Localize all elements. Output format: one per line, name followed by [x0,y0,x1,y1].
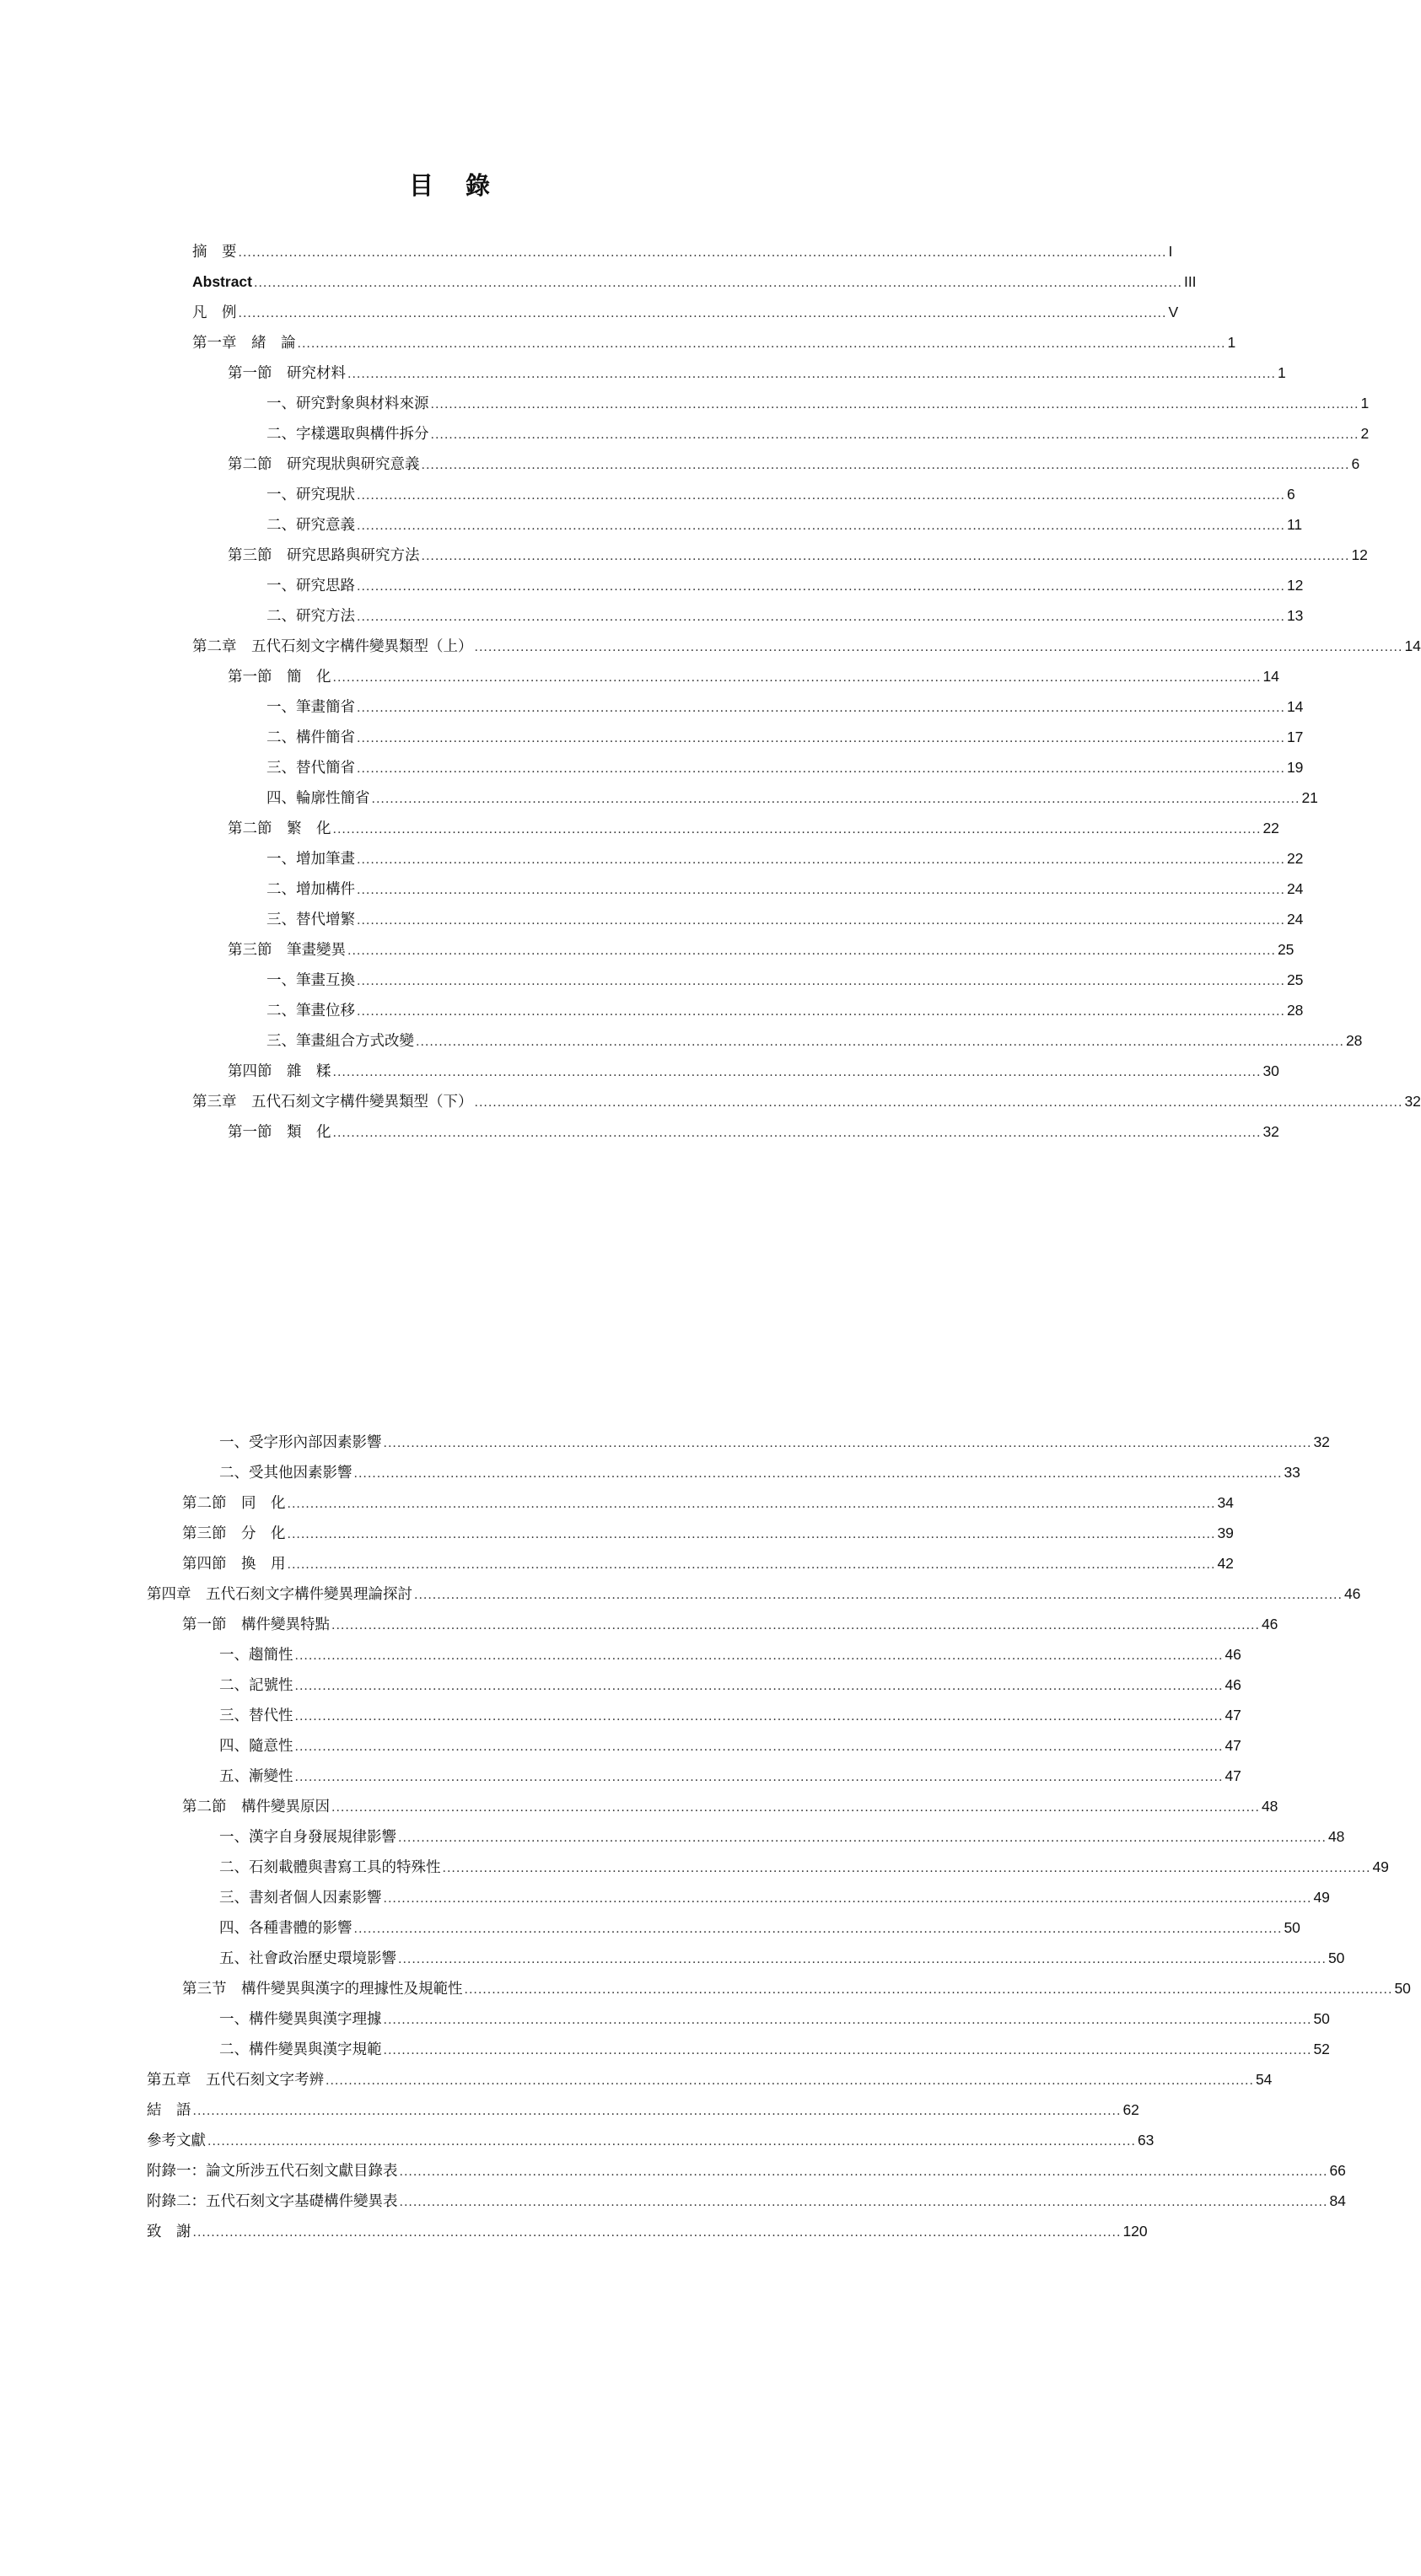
toc-entry-label: 凡 例 [192,304,237,321]
toc-entry-label: 三、替代簡省 [266,760,355,777]
toc-entry-label: 三、替代增繁 [266,912,355,928]
dot-leader: .......................................................................................................................................................................................................... [192,2105,1122,2118]
toc-entry[interactable] [266,729,1304,746]
dot-leader: .......................................................................................................................................................................................................... [421,459,1350,472]
toc-entry[interactable] [266,577,1304,594]
toc-entry[interactable] [147,2162,1346,2180]
dot-leader: .......................................................................................................................................................................................................... [398,1953,1327,1966]
toc-entry[interactable] [182,1494,1234,1512]
dot-leader: .......................................................................................................................................................................................................... [294,1771,1224,1784]
toc-entry[interactable] [266,911,1304,928]
toc-entry-page: 47 [1225,1707,1241,1724]
dot-leader: .......................................................................................................................................................................................................... [347,368,1276,381]
toc-entry-page: 62 [1122,2101,1139,2118]
toc-entry[interactable] [182,1555,1234,1573]
dot-leader: .......................................................................................................................................................................................................... [207,2135,1136,2148]
toc-entry-page: 63 [1137,2132,1155,2148]
toc-entry[interactable] [266,971,1304,989]
toc-entry-page: 49 [1313,1889,1330,1906]
toc-entry[interactable] [219,1767,1241,1785]
toc-entry-page: 14 [1404,637,1421,654]
toc-entry-label: 二、構件變異與漢字規範 [219,2041,382,2058]
toc-entry-page: 24 [1286,911,1304,928]
toc-entry-page: 84 [1329,2192,1346,2209]
toc-entry-label: 第三節 筆畫變異 [228,942,346,959]
toc-entry-label: 第三章 五代石刻文字構件變異類型（下） [192,1094,473,1111]
toc-entry[interactable] [192,243,1173,261]
toc-entry-page: 48 [1327,1828,1345,1845]
toc-page-2 [147,1433,1411,2240]
toc-entry[interactable] [228,455,1360,473]
toc-entry-label: 附錄一：論文所涉五代石刻文獻目錄表 [147,2163,398,2180]
dot-leader: .......................................................................................................................................................................................................... [383,1437,1312,1450]
toc-entry[interactable] [219,1828,1345,1846]
dot-leader: .......................................................................................................................................................................................................... [357,884,1285,897]
dot-leader: .......................................................................................................................................................................................................... [399,2196,1328,2209]
toc-entry-page: 46 [1261,1616,1278,1632]
toc-entry[interactable] [228,1062,1279,1080]
toc-entry-page: V [1168,304,1179,320]
toc-entry[interactable] [266,1032,1363,1050]
toc-entry-label: 第一章 緒 論 [192,335,296,352]
toc-entry-page: 33 [1284,1464,1300,1481]
toc-entry-label: 摘 要 [192,244,237,261]
dot-leader: .......................................................................................................................................................................................................... [357,975,1285,988]
toc-entry-label: 第三節 分 化 [182,1525,286,1542]
toc-entry[interactable] [266,698,1304,716]
toc-entry-label: 一、研究思路 [266,578,355,594]
dot-leader: .......................................................................................................................................................................................................... [474,1096,1403,1110]
toc-entry[interactable] [219,2010,1330,2028]
toc-entry-page: 24 [1286,880,1304,897]
toc-entry-label: 二、石刻載體與書寫工具的特殊性 [219,1859,441,1876]
dot-leader: .......................................................................................................................................................................................................... [414,1589,1343,1602]
toc-page-1 [192,243,1421,1141]
toc-entry-label: 第二節 繁 化 [228,820,331,837]
toc-entry-label: 第二節 研究現狀與研究意義 [228,456,420,473]
toc-entry-page: 47 [1225,1767,1241,1784]
dot-leader: .......................................................................................................................................................................................................... [430,398,1359,411]
toc-entry-page: 47 [1225,1737,1241,1754]
toc-entry-page: 11 [1286,516,1303,533]
toc-entry[interactable] [228,364,1286,382]
toc-entry-label: 一、筆畫互換 [266,972,355,989]
dot-leader: .......................................................................................................................................................................................................... [332,1127,1262,1140]
toc-entry[interactable] [266,1002,1304,1019]
dot-leader: .......................................................................................................................................................................................................... [331,1801,1260,1815]
toc-entry[interactable] [219,1433,1330,1451]
dot-leader: .......................................................................................................................................................................................................... [238,246,1167,260]
dot-leader: .......................................................................................................................................................................................................... [383,2014,1312,2027]
toc-entry-label: 一、研究現狀 [266,487,355,503]
toc-entry[interactable] [266,850,1304,868]
dot-leader: .......................................................................................................................................................................................................... [332,823,1262,836]
toc-entry-label: 一、筆畫簡省 [266,699,355,716]
toc-entry-label: 第三節 研究思路與研究方法 [228,547,420,564]
dot-leader: .......................................................................................................................................................................................................... [332,1066,1262,1079]
toc-entry-label: 二、記號性 [219,1677,293,1694]
toc-entry-label: 四、輪廓性簡省 [266,790,370,807]
dot-leader: .......................................................................................................................................................................................................... [357,610,1285,624]
dot-leader: .......................................................................................................................................................................................................... [294,1740,1224,1754]
toc-entry[interactable] [219,1919,1300,1937]
toc-entry[interactable] [228,668,1279,686]
toc-entry-label: 四、隨意性 [219,1738,293,1755]
toc-entry-page: 50 [1313,2010,1330,2027]
dot-leader: .......................................................................................................................................................................................................... [416,1035,1344,1049]
dot-leader: .......................................................................................................................................................................................................... [357,762,1285,776]
toc-entry-label: 第一節 研究材料 [228,365,346,382]
dot-leader: .......................................................................................................................................................................................................... [287,1528,1216,1541]
toc-entry-label: 三、書刻者個人因素影響 [219,1890,382,1906]
toc-entry[interactable] [266,607,1304,625]
toc-entry-page: 39 [1217,1525,1234,1541]
toc-entry-label: 二、構件簡省 [266,729,355,746]
dot-leader: .......................................................................................................................................................................................................... [238,307,1167,320]
dot-leader: .......................................................................................................................................................................................................... [357,702,1285,715]
dot-leader: .......................................................................................................................................................................................................... [294,1680,1224,1693]
toc-entry-page: 1 [1277,364,1286,381]
dot-leader: .......................................................................................................................................................................................................... [474,641,1403,654]
toc-entry-page: 32 [1313,1433,1330,1450]
toc-entry-label: 第二節 構件變異原因 [182,1799,330,1815]
dot-leader: .......................................................................................................................................................................................................... [294,1710,1224,1724]
toc-entry-label: 一、漢字自身發展規律影響 [219,1829,396,1846]
dot-leader: .......................................................................................................................................................................................................... [464,1983,1393,1997]
toc-entry[interactable] [266,425,1370,443]
toc-entry-label: 第二節 同 化 [182,1495,286,1512]
toc-entry-page: 42 [1217,1555,1234,1572]
page-title: 目 錄 [408,171,503,200]
toc-entry-label: 二、研究方法 [266,608,355,625]
toc-entry[interactable] [228,820,1279,837]
toc-entry[interactable] [147,2132,1155,2149]
toc-entry[interactable] [266,759,1304,777]
toc-entry-label: 第四節 雜 糅 [228,1063,331,1080]
dot-leader: .......................................................................................................................................................................................................... [353,1923,1283,1936]
toc-entry[interactable] [219,1949,1345,1967]
dot-leader: .......................................................................................................................................................................................................... [399,2165,1328,2179]
dot-leader: .......................................................................................................................................................................................................... [383,1892,1312,1906]
dot-leader: .......................................................................................................................................................................................................... [192,2226,1122,2240]
toc-entry-page: 1 [1227,334,1236,351]
toc-entry-label: 二、研究意義 [266,517,355,534]
toc-entry-page: 22 [1286,850,1304,867]
toc-entry[interactable] [182,1525,1234,1542]
toc-entry[interactable] [192,273,1197,290]
toc-entry[interactable] [266,789,1318,807]
toc-entry-label: 二、受其他因素影響 [219,1465,353,1482]
toc-entry-page: 25 [1277,941,1295,958]
dot-leader: .......................................................................................................................................................................................................... [421,550,1350,563]
dot-leader: .......................................................................................................................................................................................................... [353,1467,1283,1481]
toc-entry-label: 三、替代性 [219,1707,293,1724]
toc-entry-label: 第二章 五代石刻文字構件變異類型（上） [192,638,473,655]
toc-entry[interactable] [182,1616,1278,1633]
toc-entry-label: 第一節 類 化 [228,1124,331,1141]
dot-leader: .......................................................................................................................................................................................................... [357,853,1285,867]
dot-leader: .......................................................................................................................................................................................................... [357,732,1285,745]
toc-entry-page: 14 [1286,698,1304,715]
toc-entry-page: 32 [1404,1093,1421,1110]
dot-leader: .......................................................................................................................................................................................................... [254,277,1182,290]
dot-leader: .......................................................................................................................................................................................................... [287,1498,1216,1511]
toc-entry-label: 第五章 五代石刻文字考辨 [147,2072,324,2089]
toc-entry-label: 附錄二：五代石刻文字基礎構件變異表 [147,2193,398,2210]
toc-entry-label: 第四章 五代石刻文字構件變異理論探討 [147,1586,412,1603]
toc-entry[interactable] [192,304,1179,321]
toc-entry-page: 12 [1286,577,1304,594]
dot-leader: .......................................................................................................................................................................................................... [294,1649,1224,1663]
toc-entry[interactable] [266,880,1304,898]
toc-entry-label: Abstract [192,273,252,290]
dot-leader: .......................................................................................................................................................................................................... [442,1862,1371,1875]
toc-entry-page: 46 [1225,1646,1241,1663]
toc-entry[interactable] [192,1093,1421,1111]
toc-entry[interactable] [192,637,1421,655]
dot-leader: .......................................................................................................................................................................................................... [347,944,1276,958]
toc-entry-label: 二、字樣選取與構件拆分 [266,426,429,443]
toc-entry[interactable] [266,395,1370,412]
toc-entry[interactable] [147,2071,1273,2089]
toc-entry[interactable] [219,1646,1241,1664]
toc-entry[interactable] [219,1889,1330,1906]
dot-leader: .......................................................................................................................................................................................................... [398,1831,1327,1845]
toc-entry-page: 6 [1351,455,1360,472]
toc-entry-page: 14 [1262,668,1279,685]
toc-entry-label: 三、筆畫組合方式改變 [266,1033,414,1050]
dot-leader: .......................................................................................................................................................................................................... [357,519,1285,533]
toc-entry[interactable] [219,1464,1300,1482]
toc-entry[interactable] [266,486,1295,503]
toc-entry-page: 1 [1360,395,1370,411]
toc-entry-page: 50 [1394,1980,1411,1997]
toc-entry-label: 二、增加構件 [266,881,355,898]
toc-entry[interactable] [219,1707,1241,1724]
toc-entry-page: 19 [1286,759,1304,776]
toc-entry-label: 結 語 [147,2102,191,2119]
toc-entry-page: 48 [1261,1798,1278,1815]
toc-entry[interactable] [219,1858,1389,1876]
toc-entry-label: 一、趨簡性 [219,1647,293,1664]
toc-entry-label: 一、構件變異與漢字理據 [219,2011,382,2028]
toc-entry[interactable] [228,546,1368,564]
toc-entry-page: 46 [1343,1585,1361,1602]
dot-leader: .......................................................................................................................................................................................................... [332,671,1262,685]
toc-entry-page: 28 [1345,1032,1363,1049]
toc-entry-page: 25 [1286,971,1304,988]
toc-entry-label: 第一節 構件變異特點 [182,1616,330,1633]
toc-entry-label: 五、社會政治歷史環境影響 [219,1950,396,1967]
toc-entry[interactable] [147,1585,1361,1603]
toc-entry[interactable] [228,1123,1279,1141]
toc-entry-page: 54 [1255,2071,1273,2088]
toc-entry-page: III [1183,273,1197,290]
toc-entry-page: 30 [1262,1062,1279,1079]
toc-entry-page: I [1168,243,1173,260]
toc-entry-label: 一、受字形內部因素影響 [219,1434,382,1451]
toc-entry-label: 一、研究對象與材料來源 [266,395,429,412]
dot-leader: .......................................................................................................................................................................................................... [357,489,1285,503]
toc-entry-page: 50 [1327,1949,1345,1966]
toc-entry[interactable] [192,334,1236,352]
toc-entry-page: 49 [1372,1858,1389,1875]
toc-entry[interactable] [219,1676,1241,1694]
toc-entry[interactable] [182,1798,1278,1815]
toc-entry[interactable] [147,2101,1139,2119]
toc-entry-page: 2 [1360,425,1370,442]
toc-entry-label: 參考文獻 [147,2132,206,2149]
toc-entry-page: 13 [1286,607,1304,624]
toc-entry-label: 第四節 換 用 [182,1556,286,1573]
toc-entry[interactable] [228,941,1295,959]
toc-entry-page: 66 [1329,2162,1346,2179]
toc-entry-page: 50 [1284,1919,1300,1936]
toc-entry[interactable] [182,1980,1411,1998]
dot-leader: .......................................................................................................................................................................................................... [357,914,1285,928]
toc-entry-page: 32 [1262,1123,1279,1140]
dot-leader: .......................................................................................................................................................................................................... [371,793,1300,806]
toc-entry-page: 28 [1286,1002,1304,1019]
toc-entry-page: 21 [1301,789,1318,806]
dot-leader: .......................................................................................................................................................................................................... [331,1619,1260,1632]
toc-entry-page: 34 [1217,1494,1234,1511]
toc-entry[interactable] [219,1737,1241,1755]
toc-entry-page: 12 [1351,546,1368,563]
dot-leader: .......................................................................................................................................................................................................... [326,2074,1254,2088]
toc-entry-label: 二、筆畫位移 [266,1003,355,1019]
toc-entry-page: 6 [1286,486,1295,503]
dot-leader: .......................................................................................................................................................................................................... [383,2044,1312,2057]
dot-leader: .......................................................................................................................................................................................................... [430,428,1359,442]
dot-leader: .......................................................................................................................................................................................................... [357,1005,1285,1019]
dot-leader: .......................................................................................................................................................................................................... [357,580,1285,594]
dot-leader: .......................................................................................................................................................................................................... [287,1558,1216,1572]
toc-entry-page: 22 [1262,820,1279,836]
toc-entry-label: 第一節 簡 化 [228,669,331,686]
toc-entry-page: 120 [1122,2223,1148,2240]
toc-entry-page: 52 [1313,2041,1330,2057]
toc-entry-label: 一、增加筆畫 [266,851,355,868]
toc-entry[interactable] [147,2223,1148,2240]
toc-entry-label: 致 謝 [147,2224,191,2240]
toc-entry[interactable] [266,516,1303,534]
toc-entry-page: 46 [1225,1676,1241,1693]
dot-leader: .......................................................................................................................................................................................................... [297,337,1226,351]
toc-entry-page: 17 [1286,729,1304,745]
toc-entry-label: 四、各種書體的影響 [219,1920,353,1937]
toc-entry[interactable] [219,2041,1330,2058]
toc-entry-label: 五、漸變性 [219,1768,293,1785]
toc-entry[interactable] [147,2192,1346,2210]
toc-entry-label: 第三节 構件變異與漢字的理據性及規範性 [182,1981,463,1998]
